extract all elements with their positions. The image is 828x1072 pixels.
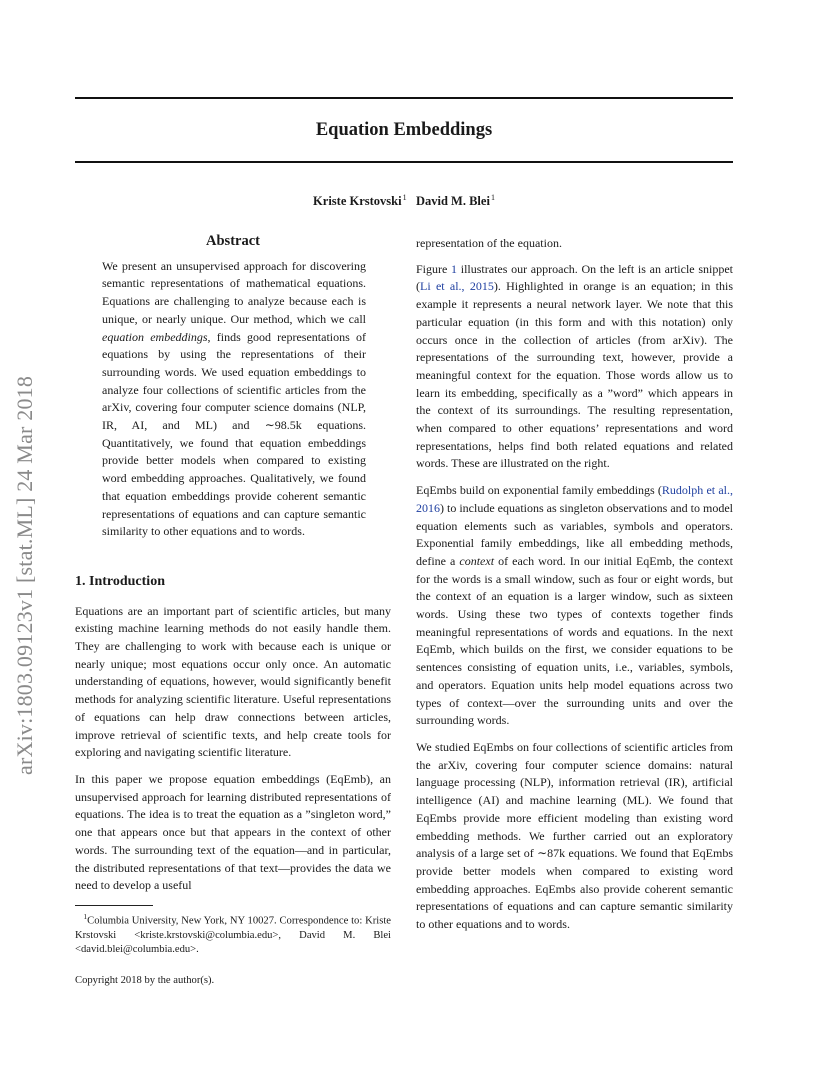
right-column	[416, 235, 733, 943]
intro-paragraph: Equations are an important part of scientific articles, but many existing machine learning methods do not easily handle them. They are challenging to work with because each is unique or nearly unique; most equations occur only once. An automatic understanding of equations, however, would significantly benefit methods for analyzing scientific literature. Useful representations of equations can help draw connections between articles, improve retrieval of scientific texts, and help create tools for exploring and navigating scientific literature.	[75, 603, 391, 760]
section-heading-introduction: 1. Introduction	[75, 573, 165, 589]
text-part: of each word. In our initial EqEmb, the context for the words is a small window, such as four or eight words, but the context of an equation is a larger window, such as sixteen words. Using these two types of contexts together finds meaningful representations of words and equations. In the next EqEmb, which builds on the first, we consider equations to be sentences consisting of equation units, i.e., variables, symbols, and operators. Equation units help model equations across two types of context—over the surrounding units and over the surrounding words.	[416, 553, 733, 728]
footnote-text: Columbia University, New York, NY 10027. Correspondence to: Kriste Krstovski <kriste.krstovski@columbia.edu>, David M. Blei <david.blei@columbia.edu>.	[75, 915, 391, 956]
citation-link[interactable]: Li et al., 2015	[420, 279, 494, 294]
emphasis: context	[459, 553, 495, 568]
citation-link[interactable]: Rudolph et al., 2016	[416, 483, 733, 515]
abstract-text	[102, 258, 366, 541]
footnote-mark: 1	[83, 911, 88, 921]
affiliation-footnote	[75, 910, 391, 958]
text-part: ) to include equations as singleton observations and to model equation elements such as variables, symbols and operators. Exponential family embeddings, like all embedding methods, define a	[416, 500, 733, 568]
author-affiliation-mark: 1	[490, 193, 495, 202]
text-part: Figure	[416, 261, 452, 276]
figure-reference-link[interactable]: 1	[451, 261, 458, 276]
author-list	[75, 193, 733, 209]
body-paragraph	[416, 482, 733, 730]
copyright-notice: Copyright 2018 by the author(s).	[75, 974, 215, 986]
paper-title: Equation Embeddings	[315, 120, 493, 140]
intro-paragraph: In this paper we propose equation embeddings (EqEmb), an unsupervised approach for learning distributed representations of equations. The idea is to treat the equation as a ”singleton word,” one that appears once but that appears in the context of other words. The surrounding text of the equation—and in particular, the distributed representations of that text—provides the data we need to develop a useful	[75, 771, 391, 893]
footnote-rule	[75, 905, 153, 906]
abstract-text-part: , finds good representations of equations by using the representations of their surrounding words. We used equation embeddings to analyze four collections of scientific articles from the arXiv, covering four computer science domains (NLP, IR, AI, and ML) and ∼98.5k equations. Quantitatively, we found that equation embeddings provide better models when compared to existing word embedding approaches. Qualitatively, we found that equation embeddings provide coherent semantic representations of equations and can capture semantic similarity to other equations and to words.	[102, 329, 366, 539]
abstract	[75, 233, 391, 541]
author-affiliation-mark: 1	[402, 193, 407, 202]
abstract-heading: Abstract	[206, 233, 260, 249]
text-part: EqEmbs build on exponential family embeddings (	[416, 483, 662, 498]
arxiv-side-stamp	[0, 0, 60, 1072]
body-paragraph: We studied EqEmbs on four collections of scientific articles from the arXiv, covering four computer science domains: natural language processing (NLP), information retrieval (IR), artificial intelligence (AI) and machine learning (ML). We found that EqEmbs provide more efficient modeling than existing word embedding methods. We further carried out an exploratory analysis of a large set of ∼87k equations. We found that EqEmbs provide better models when compared to existing word embedding approaches. EqEmbs also provide coherent semantic representations of equations and can capture semantic similarity to other equations and to words.	[416, 739, 733, 932]
abstract-text-part: We present an unsupervised approach for discovering semantic representations of mathematical equations. Equations are challenging to analyze because each is unique, or nearly unique. Our method, which we call	[102, 258, 366, 326]
title-bottom-rule	[75, 161, 733, 163]
arxiv-identifier: arXiv:1803.09123v1 [stat.ML] 24 Mar 2018	[12, 375, 37, 775]
text-part: ). Highlighted in orange is an equation; in this example it represents a neural network layer. We note that this particular equation (in this form and with this notation) only occurs once in the collection of articles (from arXiv). The representations of the surrounding text, however, provide a meaningful context for the equation. Those words allow us to learn its embedding, specifically as a ”word” which appears in the context of its surroundings. The resulting representation, when compared to other equations’ representations and word representations, helps find both related equations and related words. These are illustrated on the right.	[416, 279, 734, 471]
title-top-rule	[75, 97, 733, 99]
text-part: illustrates our approach. On the left is an article snippet (	[416, 261, 733, 294]
left-column	[75, 233, 391, 990]
body-paragraph: representation of the equation.	[416, 236, 562, 250]
author-name: David M. Blei	[415, 194, 490, 209]
author-name: Kriste Krstovski	[313, 194, 402, 209]
body-paragraph	[416, 261, 733, 473]
abstract-emphasis: equation embeddings	[102, 329, 208, 344]
